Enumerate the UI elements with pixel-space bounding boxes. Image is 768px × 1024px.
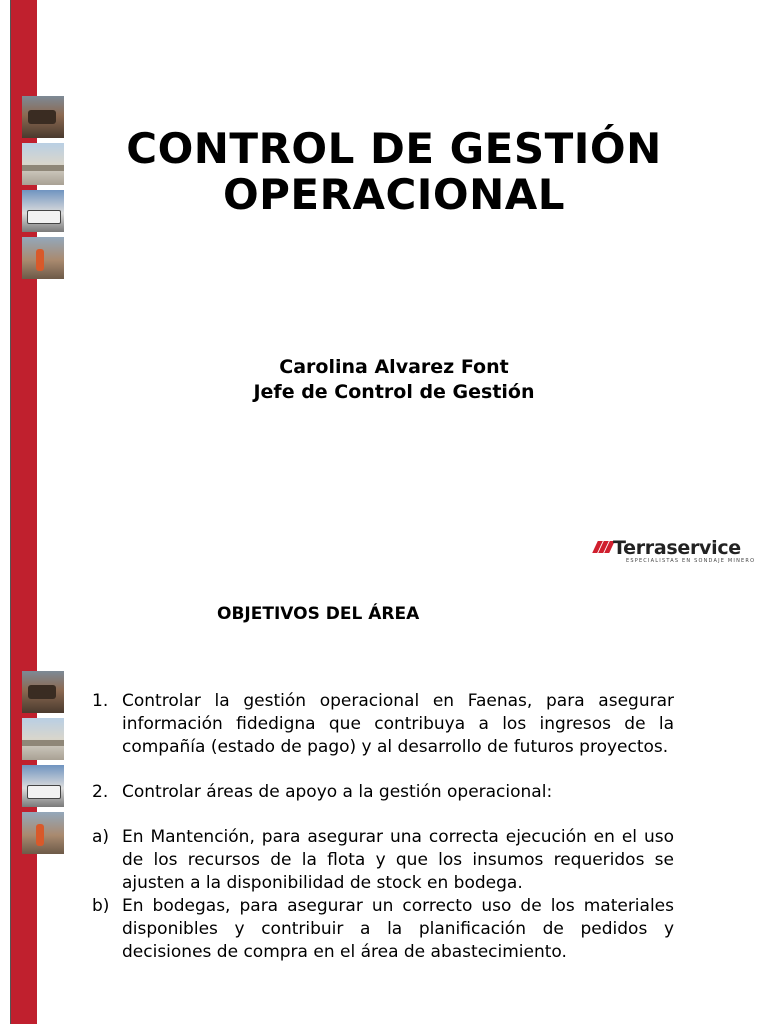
photo-mine-landscape [22,143,64,185]
list-marker: 1. [92,691,109,711]
list-item-text: En bodegas, para asegurar un correcto uso de los materiales disponibles y contribuir a la planificación de pedidos y decisiones de compra en el área de abastecimiento. [122,896,674,962]
logo-stripes-icon [593,541,613,553]
presenter-name: Carolina Alvarez Font [279,356,509,378]
objectives-heading: OBJETIVOS DEL ÁREA [217,604,420,624]
title-line-2: OPERACIONAL [222,170,566,219]
photo-drilling-rig [22,671,64,713]
objectives-list [92,690,674,964]
logo-tagline: ESPECIALISTAS EN SONDAJE MINERO [626,558,756,564]
slide-title [80,126,708,218]
logo-name: Terraservice [613,537,741,559]
list-marker: a) [92,827,110,847]
photo-drilling-rig [22,96,64,138]
photo-workers [22,812,64,854]
list-marker: b) [92,896,110,916]
presenter-role: Jefe de Control de Gestión [253,381,535,403]
photo-strip-top [22,96,64,284]
photo-strip-bottom [22,671,64,859]
list-item [92,781,674,804]
photo-truck [22,765,64,807]
list-item-text: En Mantención, para asegurar una correcta ejecución en el uso de los recursos de la flota y que los insumos requeridos se ajusten a la disponibilidad de stock en bodega. [122,827,674,893]
list-item-text: Controlar áreas de apoyo a la gestión operacional: [122,782,553,802]
title-line-1: CONTROL DE GESTIÓN [126,124,662,173]
terraservice-logo [593,537,756,567]
list-item-text: Controlar la gestión operacional en Faenas, para asegurar información fidedigna que contribuya a los ingresos de la compañía (estado de pago) y al desarrollo de futuros proyectos. [122,691,674,757]
list-item [92,895,674,964]
photo-mine-landscape [22,718,64,760]
photo-workers [22,237,64,279]
list-item [92,826,674,895]
list-item [92,690,674,759]
presenter-block [80,355,708,405]
list-marker: 2. [92,782,109,802]
photo-truck [22,190,64,232]
